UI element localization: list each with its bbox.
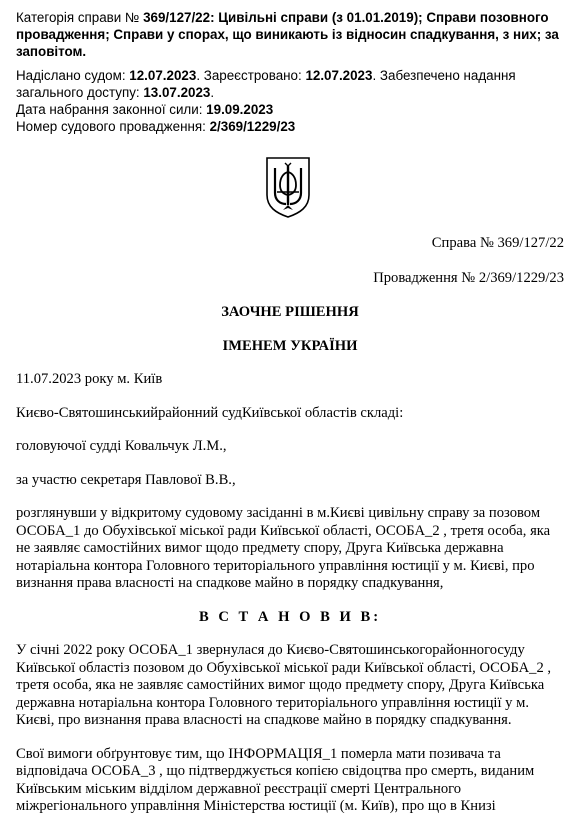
document-metadata: [16, 9, 568, 135]
proceeding-number-line: Номер судового провадження: 2/369/1229/23: [16, 119, 296, 134]
registered-date: 12.07.2023: [305, 68, 373, 83]
paragraph-2: Свої вимоги обґрунтовує тим, що ІНФОРМАЦІЯ_1 померла мати позивача та відповідача ОСОБА_3 , що підтверджується копією свідоцтва про смерть, виданим Київським міським відділом державної реєстрації смерті Центрального міжрегіонального управління Міністерства юстиції (м. Київ), про що в Книзі: [16, 745, 535, 814]
paragraph-1: У січні 2022 року ОСОБА_1 звернулася до Києво-Святошинськогорайонногосуду Київської областіз позовом до Обухівської міської ради Київської області, ОСОБА_2 , третя особа, яка не заявляє самостійних вимог щодо предмету спору, Друга Київська державна нотаріальна контора Головного територіального управління юстиції у м. Києві, про визнання права власності на спадкове майно в порядку спадкування.: [16, 642, 552, 728]
proceeding-number: 2/369/1229/23: [209, 119, 296, 134]
access-date: 13.07.2023: [143, 85, 211, 100]
coat-of-arms-icon: [264, 155, 312, 219]
decision-subtitle: ІМЕНЕМ УКРАЇНИ: [222, 337, 358, 354]
effective-date-line: Дата набрання законної сили: 19.09.2023: [16, 102, 274, 117]
presiding-judge: головуючої судді Ковальчук Л.М.,: [16, 438, 227, 454]
proceeding-number-header: Провадження № 2/369/1229/23: [373, 269, 564, 286]
case-intro: розглянувши у відкритому судовому засіданні в м.Києві цивільну справу за позовом ОСОБА_1 до Обухівської міської ради Київської області, ОСОБА_2 , третя особа, яка не заявляє самостійних вимог щодо предмету спору, Друга Київська державна нотаріальна контора Головного територіального управління юстиції у м. Києві, про визнання права власності на спадкове майно в порядку спадкування,: [16, 505, 551, 591]
decision-document: [16, 228, 564, 816]
dates-line: Надіслано судом: 12.07.2023. Зареєстровано: 12.07.2023. Забезпечено надання загального доступу: 13.07.2023.: [16, 68, 516, 100]
decision-title: ЗАОЧНЕ РІШЕННЯ: [221, 304, 359, 320]
case-category-value: 369/127/22: Цивільні справи (з 01.01.2019); Справи позовного провадження; Справи у спорах, що виникають із відносин спадкування, з них; за заповітом.: [16, 10, 559, 59]
effective-date: 19.09.2023: [206, 102, 274, 117]
case-category: Категорія справи № 369/127/22: Цивільні справи (з 01.01.2019); Справи позовного провадження; Справи у спорах, що виникають із відносин спадкування, з них; за заповітом.: [16, 10, 559, 59]
case-number: Справа № 369/127/22: [431, 235, 564, 251]
court-composition: Києво-Святошинськийрайонний судКиївської областів складі:: [16, 404, 404, 421]
established-heading: В С Т А Н О В И В:: [198, 608, 382, 625]
court-secretary: за участю секретаря Павлової В.В.,: [16, 471, 236, 488]
sent-date: 12.07.2023: [129, 68, 197, 83]
date-and-place: 11.07.2023 року м. Київ: [16, 371, 163, 387]
